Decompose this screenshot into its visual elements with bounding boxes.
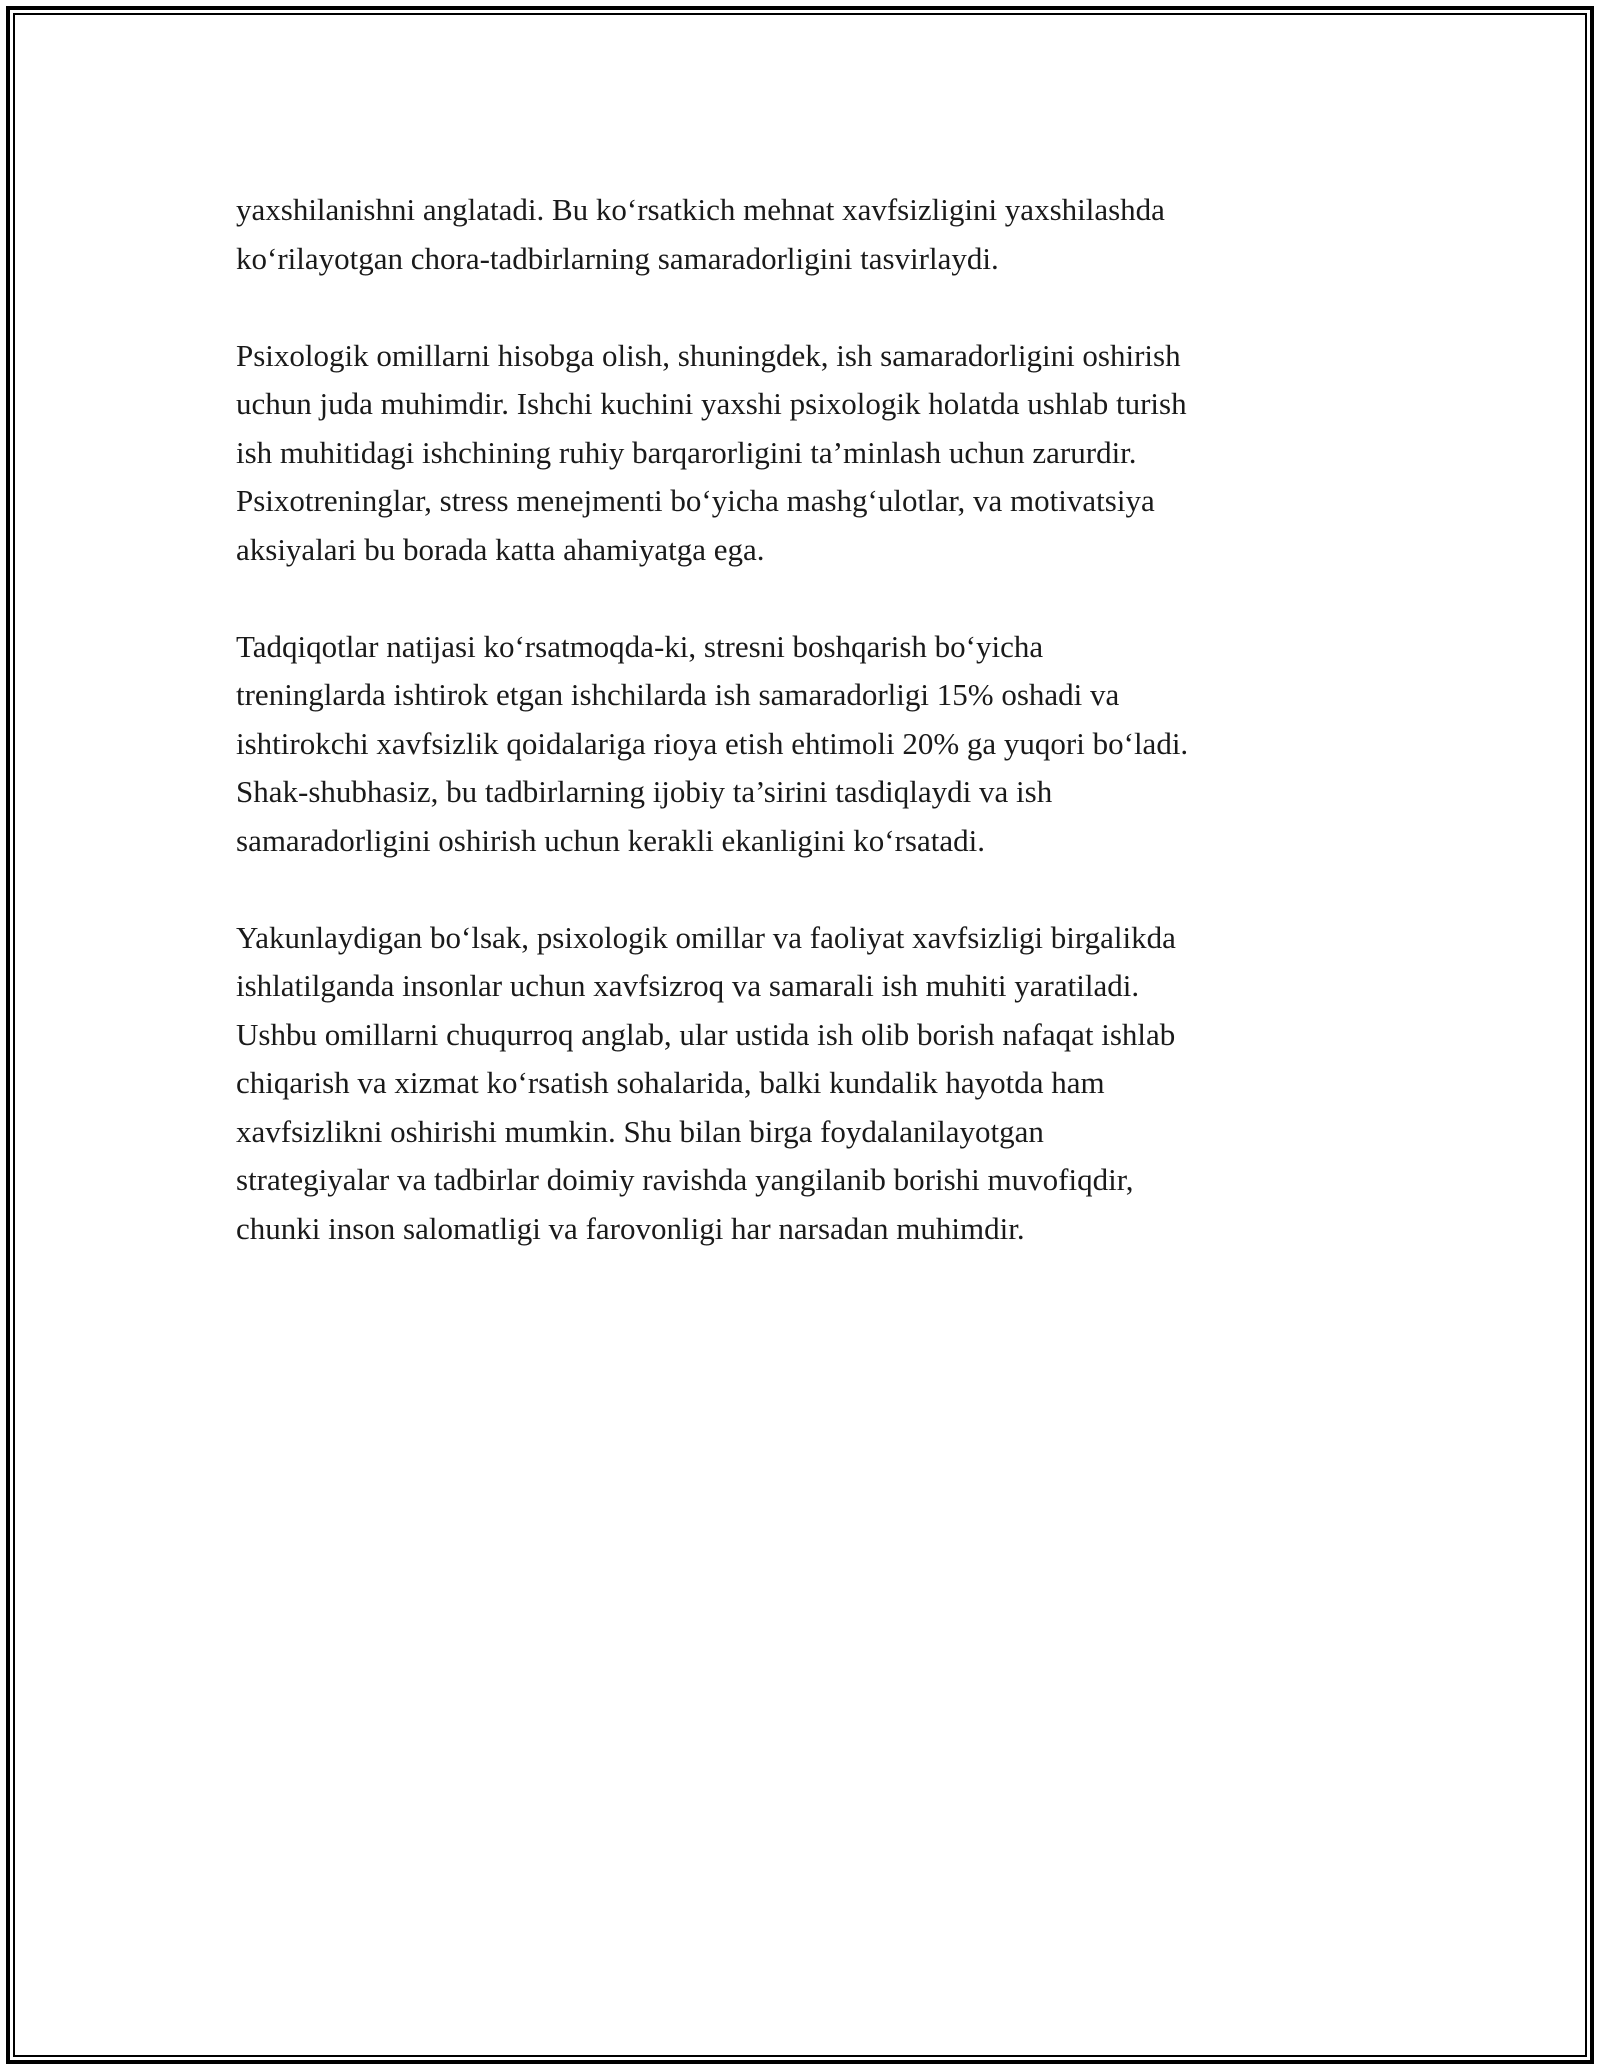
text-line: ishtirokchi xavfsizlik qoidalariga rioya etish ehtimoli 20% ga yuqori bo‘ladi. (236, 725, 1189, 761)
paragraph-4 (236, 914, 1386, 1254)
text-line: Ushbu omillarni chuqurroq anglab, ular ustida ish olib borish nafaqat ishlab (236, 1016, 1176, 1052)
text-line: Yakunlaydigan bo‘lsak, psixologik omillar va faoliyat xavfsizligi birgalikda (236, 919, 1176, 955)
text-line: chunki inson salomatligi va farovonligi har narsadan muhimdir. (236, 1210, 1025, 1246)
text-line: Tadqiqotlar natijasi ko‘rsatmoqda-ki, stresni boshqarish bo‘yicha (236, 628, 1044, 664)
paragraph-3 (236, 623, 1386, 866)
text-line: Psixologik omillarni hisobga olish, shuningdek, ish samaradorligini oshirish (236, 337, 1181, 373)
paragraph-1 (236, 186, 1386, 283)
text-line: yaxshilanishni anglatadi. Bu ko‘rsatkich mehnat xavfsizligini yaxshilashda (236, 192, 1165, 227)
text-line: Shak-shubhasiz, bu tadbirlarning ijobiy ta’sirini tasdiqlaydi va ish (236, 774, 1053, 809)
text-line: ishlatilganda insonlar uchun xavfsizroq va samarali ish muhiti yaratiladi. (236, 968, 1140, 1003)
document-body (236, 186, 1386, 1302)
text-line: aksiyalari bu borada katta ahamiyatga ega. (236, 531, 765, 567)
text-line: ko‘rilayotgan chora-tadbirlarning samaradorligini tasvirlaydi. (236, 240, 999, 276)
text-line: uchun juda muhimdir. Ishchi kuchini yaxshi psixologik holatda ushlab turish (236, 386, 1187, 421)
paragraph-2 (236, 332, 1386, 575)
text-line: chiqarish va xizmat ko‘rsatish sohalarida, balki kundalik hayotda ham (236, 1065, 1105, 1100)
text-line: xavfsizlikni oshirishi mumkin. Shu bilan birga foydalanilayotgan (236, 1113, 1044, 1149)
text-line: ish muhitidagi ishchining ruhiy barqarorligini ta’minlash uchun zarurdir. (236, 434, 1137, 470)
text-line: samaradorligini oshirish uchun kerakli ekanligini ko‘rsatadi. (236, 822, 985, 858)
text-line: Psixotreninglar, stress menejmenti bo‘yicha mashg‘ulotlar, va motivatsiya (236, 483, 1155, 518)
text-line: strategiyalar va tadbirlar doimiy ravishda yangilanib borishi muvofiqdir, (236, 1162, 1134, 1197)
text-line: treninglarda ishtirok etgan ishchilarda ish samaradorligi 15% oshadi va (236, 677, 1120, 712)
